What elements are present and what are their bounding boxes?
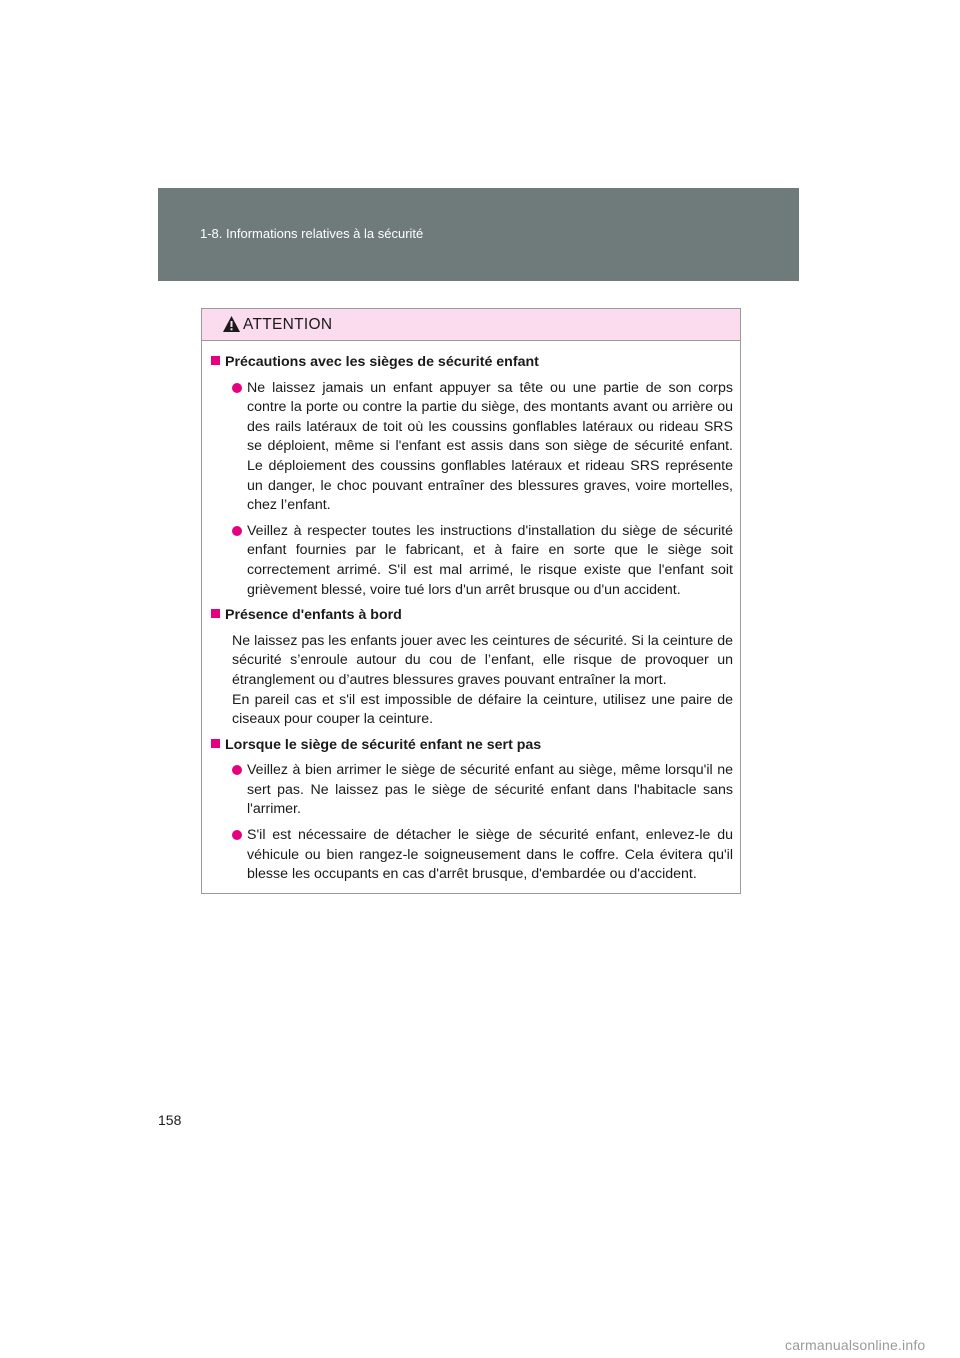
section-heading: Précautions avec les sièges de sécurité enfant xyxy=(211,353,733,373)
round-bullet-icon xyxy=(232,830,242,840)
list-item: Veillez à respecter toutes les instructions d'installation du siège de sécurité enfant fournies par le fabricant, et à faire en sorte que le siège soit correctement arrimé. S'il est mal arrimé, le risque existe que l'enfant soit grièvement blessé, voire tué lors d'un arrêt brusque ou d'un accident. xyxy=(211,522,733,600)
page-number: 158 xyxy=(158,1112,182,1128)
paragraph: Ne laissez pas les enfants jouer avec les ceintures de sécurité. Si la ceinture de sécurité s’enroule autour du cou de l’enfant, elle risque de provoquer un étranglement ou d’autres blessures graves pouvant entraîner la mort. En pareil cas et s'il est impossible de défaire la ceinture, utilisez une paire de ciseaux pour couper la ceinture. xyxy=(232,632,733,728)
warning-triangle-icon xyxy=(222,315,241,333)
watermark: carmanualsonline.info xyxy=(785,1337,926,1353)
warning-header xyxy=(202,309,740,341)
warning-label: ATTENTION xyxy=(243,316,333,333)
warning-box xyxy=(201,308,741,894)
section-heading: Lorsque le siège de sécurité enfant ne sert pas xyxy=(211,736,733,756)
list-item: S'il est nécessaire de détacher le siège de sécurité enfant, enlevez-le du véhicule ou bien rangez-le soigneusement dans le coffre. Cela évitera qu'il blesse les occupants en cas d'arrêt brusque, d'embardée ou d'accident. xyxy=(211,826,733,885)
round-bullet-icon xyxy=(232,383,242,393)
square-bullet-icon xyxy=(211,609,220,618)
warning-content xyxy=(202,341,740,885)
section-heading: Présence d'enfants à bord xyxy=(211,606,733,626)
square-bullet-icon xyxy=(211,356,220,365)
list-item: Veillez à bien arrimer le siège de sécurité enfant au siège, même lorsqu'il ne sert pas. Ne laissez pas le siège de sécurité enfant dans l'habitacle sans l'arrimer. xyxy=(211,761,733,820)
section-title: 1-8. Informations relatives à la sécurité xyxy=(200,226,424,241)
list-item: Ne laissez jamais un enfant appuyer sa tête ou une partie de son corps contre la porte ou contre la partie du siège, des montants avant ou arrière ou des rails latéraux de toit où les coussins gonflables latéraux ou rideau SRS se déploient, même si l'enfant est assis dans son siège de sécurité enfant. Le déploiement des coussins gonflables latéraux et rideau SRS représente un danger, le choc pouvant entraîner des blessures graves, voire mortelles, chez l’enfant. xyxy=(211,379,733,516)
round-bullet-icon xyxy=(232,765,242,775)
round-bullet-icon xyxy=(232,526,242,536)
square-bullet-icon xyxy=(211,739,220,748)
